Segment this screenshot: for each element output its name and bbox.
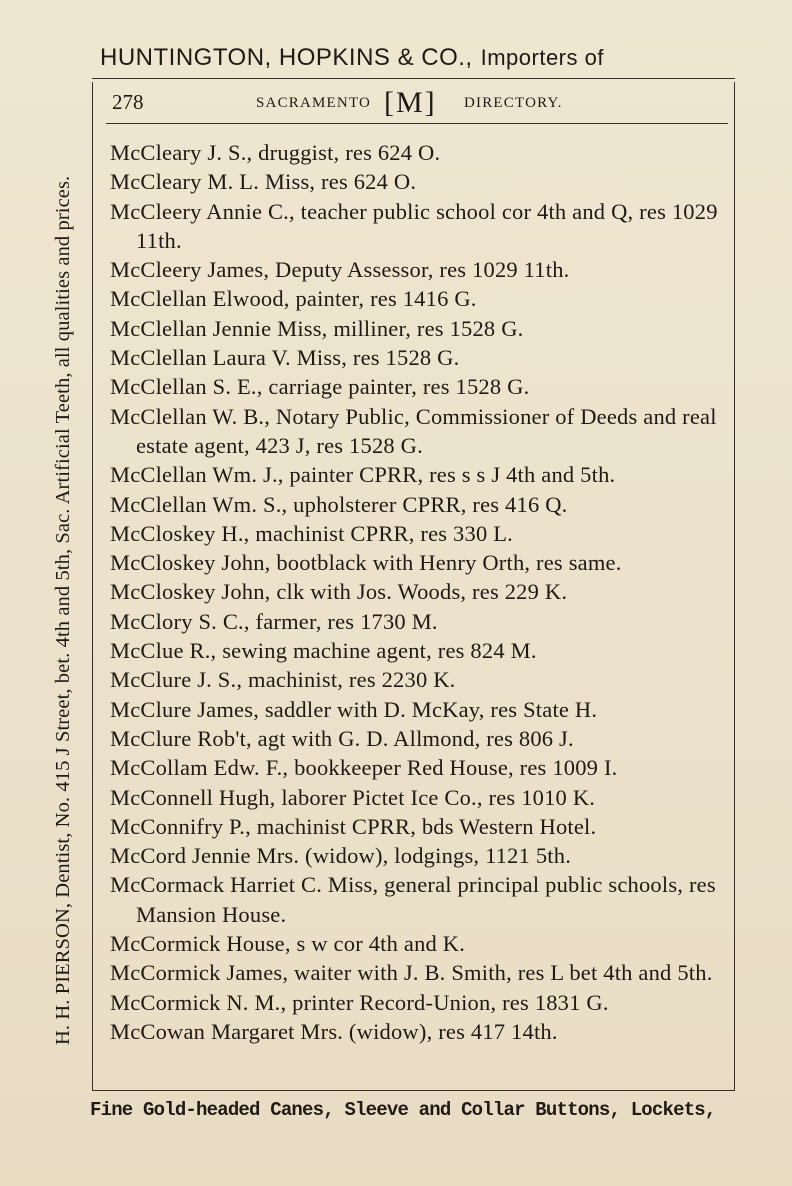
directory-entry: McCloskey H., machinist CPRR, res 330 L. bbox=[110, 520, 513, 546]
top-advertisement bbox=[100, 44, 740, 72]
directory-entry: McCormick James, waiter with J. B. Smith, res L bet 4th and 5th. bbox=[110, 960, 713, 986]
directory-entry: McCollam Edw. F., bookkeeper Red House, res 1009 I. bbox=[110, 755, 618, 781]
directory-entry: McCormick N. M., printer Record-Union, res 1831 G. bbox=[110, 989, 609, 1015]
header-letter: [M] bbox=[384, 86, 437, 119]
directory-entry: McCleery James, Deputy Assessor, res 1029 11th. bbox=[110, 257, 570, 283]
directory-entry: McClellan Jennie Miss, milliner, res 1528 G. bbox=[110, 315, 524, 341]
bottom-advertisement: Fine Gold-headed Canes, Sleeve and Collar Buttons, Lockets, bbox=[90, 1099, 716, 1121]
header-title: DIRECTORY. bbox=[464, 95, 563, 111]
directory-entry: McClory S. C., farmer, res 1730 M. bbox=[110, 608, 438, 634]
frame-top-rule bbox=[92, 78, 735, 79]
directory-entry: McClellan Laura V. Miss, res 1528 G. bbox=[110, 345, 460, 371]
directory-entry: McCormack Harriet C. Miss, general principal public schools, res Mansion House. bbox=[110, 872, 716, 927]
directory-entry: McClure Rob't, agt with G. D. Allmond, res 806 J. bbox=[110, 725, 574, 751]
directory-entry: McConnifry P., machinist CPRR, bds Western Hotel. bbox=[110, 813, 597, 839]
directory-entry: McClellan Elwood, painter, res 1416 G. bbox=[110, 286, 477, 312]
advertiser-name: HUNTINGTON, HOPKINS & CO., bbox=[100, 44, 473, 71]
directory-entry: McClure James, saddler with D. McKay, res State H. bbox=[110, 696, 598, 722]
directory-entry: McCord Jennie Mrs. (widow), lodgings, 1121 5th. bbox=[110, 843, 572, 869]
directory-entry: McCowan Margaret Mrs. (widow), res 417 14th. bbox=[110, 1018, 558, 1044]
directory-entry: McClellan S. E., carriage painter, res 1528 G. bbox=[110, 374, 530, 400]
directory-entry: McClue R., sewing machine agent, res 824 M. bbox=[110, 638, 537, 664]
directory-entry: McCormick House, s w cor 4th and K. bbox=[110, 931, 466, 957]
directory-entry: McClure J. S., machinist, res 2230 K. bbox=[110, 667, 456, 693]
directory-entry: McCloskey John, bootblack with Henry Orth, res same. bbox=[110, 550, 622, 576]
header-city: SACRAMENTO bbox=[256, 95, 372, 111]
advertiser-tagline: Importers of bbox=[480, 45, 604, 70]
page-header bbox=[112, 86, 724, 122]
side-advertisement: H. H. PIERSON, Dentist, No. 415 J Street, bet. 4th and 5th, Sac. Artificial Teeth, all qualities and prices. bbox=[52, 175, 74, 1045]
directory-entry: McClellan W. B., Notary Public, Commissioner of Deeds and real estate agent, 423 J, res 1528 G. bbox=[110, 403, 717, 458]
directory-entry: McCleary M. L. Miss, res 624 O. bbox=[110, 169, 417, 195]
directory-entries bbox=[110, 138, 726, 1046]
directory-entry: McConnell Hugh, laborer Pictet Ice Co., res 1010 K. bbox=[110, 784, 596, 810]
directory-entry: McCloskey John, clk with Jos. Woods, res 229 K. bbox=[110, 579, 568, 605]
page-number: 278 bbox=[112, 90, 144, 114]
directory-entry: McCleery Annie C., teacher public school cor 4th and Q, res 1029 11th. bbox=[110, 198, 718, 253]
header-rule bbox=[106, 123, 728, 124]
directory-entry: McClellan Wm. J., painter CPRR, res s s J 4th and 5th. bbox=[110, 462, 616, 488]
directory-entry: McClellan Wm. S., upholsterer CPRR, res 416 Q. bbox=[110, 491, 568, 517]
directory-entry: McCleary J. S., druggist, res 624 O. bbox=[110, 140, 441, 165]
